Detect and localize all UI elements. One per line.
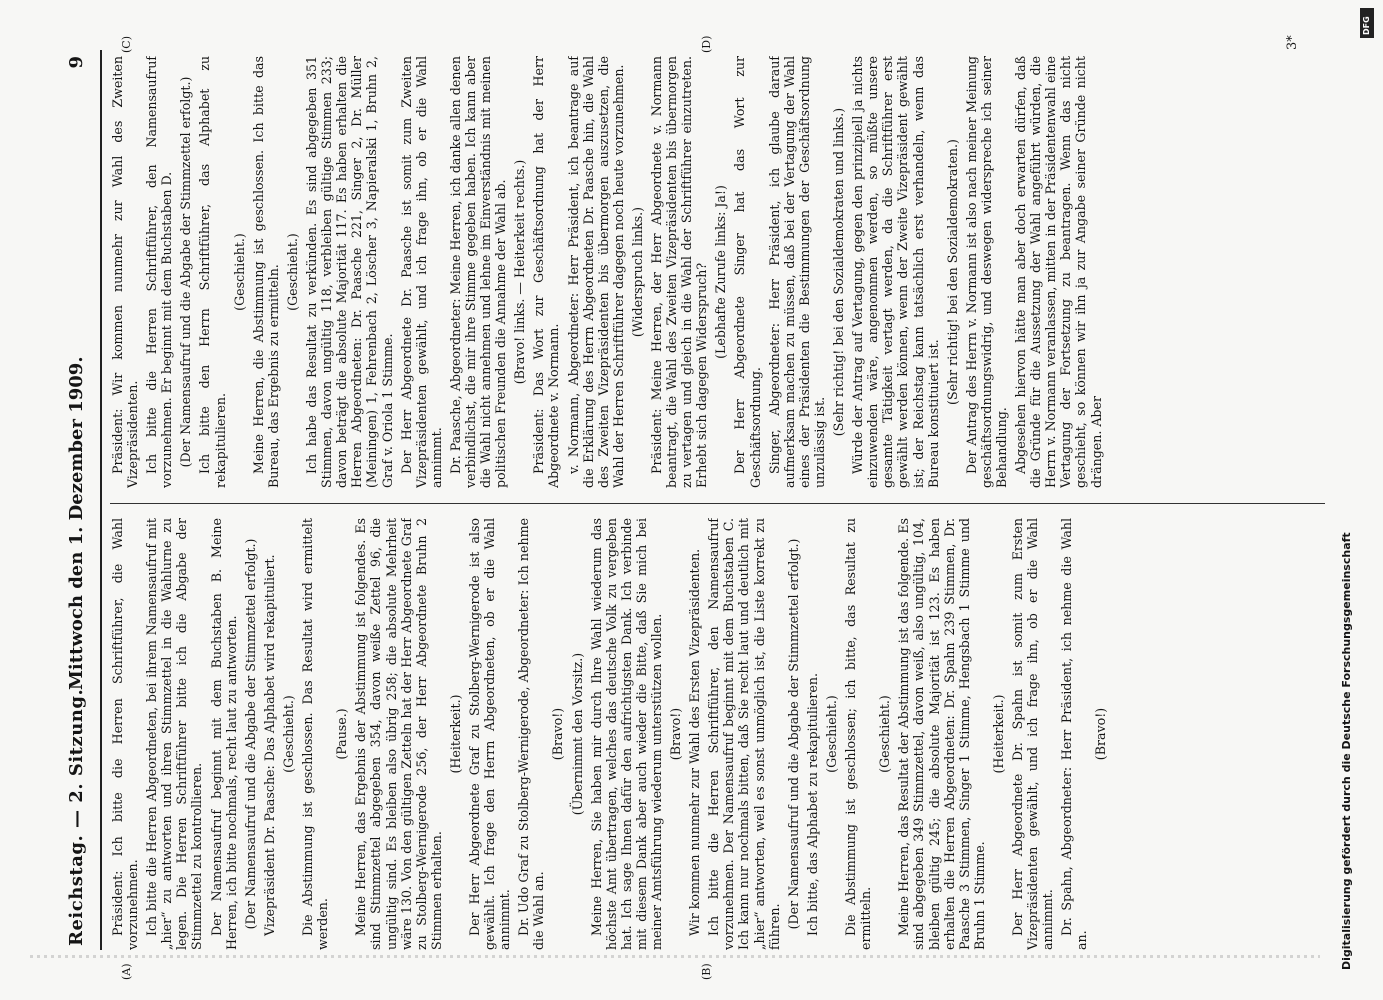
paragraph: Präsident: Wir kommen nunmehr zur Wahl des Zweiten Vizepräsidenten. [110,56,141,488]
paragraph: (Der Namensaufruf und die Abgabe der Stimmzettel erfolgt.) [178,76,194,468]
paragraph: (Geschieht.) [877,695,893,773]
signature-mark: 3* [1285,35,1300,50]
paragraph: (Sehr richtig! bei den Sozialdemokraten und links.) [831,107,847,437]
paragraph: Dr. Spahn, Abgeordneter: Herr Präsident, ich nehme die Wahl an. [1059,518,1090,950]
running-header [60,50,102,950]
paragraph: (Bravo!) [668,707,684,761]
dfg-logo: DFG [1360,8,1374,38]
paragraph: Meine Herren, das Ergebnis der Abstimmung ist folgendes. Es sind Stimmzettel abgegeben 354, davon weiße Zettel 96, die ungültig sind. Es bleiben also übrig 258; die absolute Mehrheit wäre 130. Von den gültigen Zetteln hat der Herr Abgeordnete Graf zu Stolberg-Wernigerode 256, der Herr Abgeordnete Bruhn 2 Stimmen erhalten. [353,518,444,950]
paragraph: (Heiterkeit.) [447,694,463,774]
paragraph: (Heiterkeit.) [990,694,1006,774]
paragraph: Abgesehen hiervon hätte man aber doch erwarten dürfen, daß die Gründe für die Aussetzung der Wahl angeführt würden, die Herrn v. Normann veranlassen, mitten in der Präsidentenwahl eine Vertagung der Fortsetzung zu beantragen. Wenn das nicht geschieht, so können wir ihn ja zur Angabe seiner Gründe nicht drängen. Aber [1013,56,1104,488]
paragraph: Die Abstimmung ist geschlossen; ich bitte, das Resultat zu ermitteln. [843,518,874,950]
header-date: Mittwoch den 1. Dezember 1909. [66,356,87,690]
page-number: 9 [66,56,87,69]
margin-mark-b: (B) [700,963,713,980]
paragraph: (Geschieht.) [231,233,247,311]
paragraph: Präsident: Ich bitte die Herren Schriftführer, die Wahl vorzunehmen. [110,518,141,950]
column-left [110,518,1325,950]
paragraph: Der Antrag des Herrn v. Normann ist also nach meiner Meinung geschäftsordnungswidrig, und deswegen widerspreche ich seiner Behandlung. [963,56,1009,488]
paragraph: Vizepräsident Dr. Paasche: Das Alphabet wird rekapituliert. [261,554,277,936]
paragraph: v. Normann, Abgeordneter: Herr Präsident, ich beantrage auf die Erklärung des Herrn Abgeordneten Dr. Paasche hin, die Wahl des Zweiten Vizepräsidenten bis übermorgen auszusetzen, die Wahl der Herren Schriftführer dagegen noch heute vorzunehmen. [565,56,626,488]
paragraph: Singer, Abgeordneter: Herr Präsident, ich glaube darauf aufmerksam machen zu müssen, daß bei der Vertagung der Wahl eines der Präsidenten die Bestimmungen der Geschäftsordnung unzulässig ist. [766,56,827,488]
paragraph: (Der Namensaufruf und die Abgabe der Stimmzettel erfolgt.) [785,538,801,930]
margin-mark-a: (A) [120,963,133,980]
paragraph: Ich bitte die Herren Abgeordneten, bei ihrem Namensaufruf mit „hier“ zu antworten und ihren Stimmzettel in die Wahlurne zu legen. Die Herren Schriftführer bitte ich die Abgabe der Stimmzettel zu kontrollieren. [144,518,205,950]
margin-mark-d: (D) [700,35,713,53]
paragraph: (Pause.) [334,708,350,760]
header-left: Reichstag. — 2. Sitzung. [66,688,87,946]
paragraph: Präsident: Das Wort zur Geschäftsordnung hat der Herr Abgeordnete v. Normann. [531,56,562,488]
column-right [110,56,1325,488]
scan-edge [30,955,1320,958]
paragraph: Ich habe das Resultat zu verkünden. Es sind abgegeben 351 Stimmen, davon ungültig 118, verbleiben gültige Stimmen 233; davon beträgt die absolute Majorität 117. Es haben erhalten die Herren Abgeordneten: Dr. Paasche 221, Singer 2, Dr. Müller (Meiningen) 1, Fehrenbach 2, Löscher 3, Napieralski 1, Bruhn 2, Graf v. Oriola 1 Stimme. [304,56,395,488]
paragraph: Meine Herren, Sie haben mir durch Ihre Wahl wiederum das höchste Amt übertragen, welches das deutsche Volk zu vergeben hat. Ich sage Ihnen dafür den aufrichtigsten Dank. Ich verbinde mit diesem Dank aber auch wieder die Bitte, daß Sie mich bei meiner Amtsführung wiederum unterstützen wollen. [588,518,664,950]
paragraph: Die Abstimmung ist geschlossen. Das Resultat wird ermittelt werden. [300,518,331,950]
paragraph: (Sehr richtig! bei den Sozialdemokraten.) [944,139,960,405]
paragraph: (Bravo!) [550,707,566,761]
paragraph: (Geschieht.) [280,695,296,773]
funding-note: Digitalisierung gefördert durch die Deutsche Forschungsgemeinschaft [1340,532,1353,970]
rotated-page-content [60,35,1340,980]
paragraph: Ich bitte den Herrn Schriftführer, das Alphabet zu rekapitulieren. [197,56,228,488]
paragraph: Ich bitte die Herren Schriftführer, den Namensaufruf vorzunehmen. Er beginnt mit dem Buchstaben D. [144,56,175,488]
paragraph: (Bravo!) [1093,707,1109,761]
paragraph: Dr. Udo Graf zu Stolberg-Wernigerode, Abgeordneter: Ich nehme die Wahl an. [516,518,547,950]
paragraph: Ich bitte die Herren Schriftführer, den Namensaufruf vorzunehmen. Der Namensaufruf beginnt mit dem Buchstaben C. Ich kann nur nochmals bitten, daß Sie recht laut und deutlich mit „hier“ antworten, weil es sonst unmöglich ist, die Liste korrekt zu führen. [706,518,782,950]
paragraph: (Geschieht.) [284,233,300,311]
paragraph: Präsident: Meine Herren, der Herr Abgeordnete v. Normann beantragt, die Wahl des Zweiten Vizepräsidenten bis übermorgen zu vertagen und gleich in die Wahl der Schriftführer einzutreten. Erhebt sich dagegen Widerspruch? [649,56,710,488]
paragraph: Dr. Paasche, Abgeordneter: Meine Herren, ich danke allen denen verbindlichst, die mir ihre Stimme gegeben haben. Ich kann aber die Wahl nicht annehmen und lehne im Einverständnis mit meinen politischen Freunden die Annahme der Wahl ab. [447,56,509,488]
paragraph: Würde der Antrag auf Vertagung, gegen den prinzipiell ja nichts einzuwenden wäre, angenommen werden, so müßte unsere gesamte Tätigkeit vertagt werden, da die Schriftführer erst gewählt werden können, wenn der Zweite Vizepräsident gewählt ist; der Reichstag kann tatsächlich erst verhandeln, wenn das Bureau konstituiert ist. [850,56,941,488]
paragraph: Der Namensaufruf beginnt mit dem Buchstaben B. Meine Herren, ich bitte nochmals, recht laut zu antworten. [208,518,239,950]
paragraph: Der Herr Abgeordnete Dr. Spahn ist somit zum Ersten Vizepräsidenten gewählt, und ich frage ihn, ob er die Wahl annimmt. [1009,518,1056,950]
column-divider [110,503,1325,504]
paragraph: (Geschieht.) [823,695,839,773]
paragraph: Meine Herren, die Abstimmung ist geschlossen. Ich bitte das Bureau, das Ergebnis zu ermitteln. [250,56,281,488]
paragraph: (Bravo! links. — Heiterkeit rechts.) [512,159,528,385]
paragraph: Ich bitte, das Alphabet zu rekapitulieren. [804,673,820,936]
paragraph: Der Herr Abgeordnete Singer hat das Wort zur Geschäftsordnung. [732,56,763,488]
paragraph: Der Herr Abgeordnete Graf zu Stolberg-Wernigerode ist also gewählt. Ich frage den Herrn Abgeordneten, ob er die Wahl annimmt. [466,518,513,950]
paragraph: (Widerspruch links.) [629,206,645,338]
margin-mark-c: (C) [120,36,133,53]
paragraph: (Lebhafte Zurufe links: Ja!) [713,185,729,359]
paragraph: Wir kommen nunmehr zur Wahl des Ersten Vizepräsidenten. [687,548,703,936]
paragraph: (Übernimmt den Vorsitz.) [569,652,585,816]
paragraph: Meine Herren, das Resultat der Abstimmung ist das folgende. Es sind abgegeben 349 Stimmzettel, davon weiß, also ungültig, 104, bleiben gültig 245; die absolute Majorität ist 123. Es haben erhalten die Herren Abgeordneten: Dr. Spahn 239 Stimmen, Dr. Paasche 3 Stimmen, Singer 1 Stimme, Hengsbach 1 Stimme und Bruhn 1 Stimme. [896,518,987,950]
paragraph: (Der Namensaufruf und die Abgabe der Stimmzettel erfolgt.) [242,538,258,930]
paragraph: Der Herr Abgeordnete Dr. Paasche ist somit zum Zweiten Vizepräsidenten gewählt, und ich frage ihn, ob er die Wahl annimmt. [398,56,444,488]
